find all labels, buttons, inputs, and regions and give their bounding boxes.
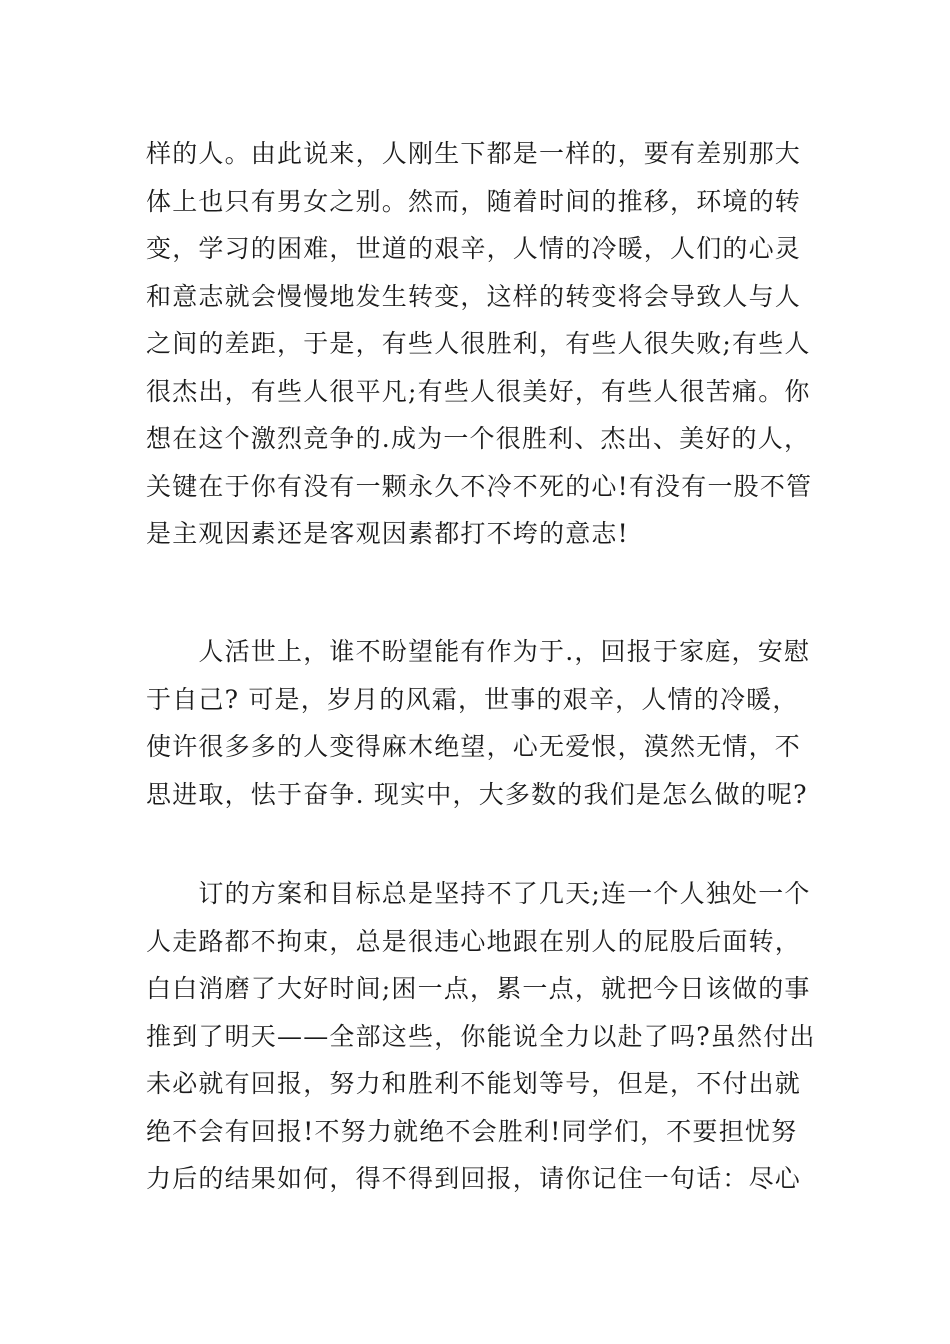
text-line: 人活世上，谁不盼望能有作为于.，回报于家庭，安慰	[146, 637, 811, 666]
text-line: 想在这个激烈竞争的.成为一个很胜利、杰出、美好的人，	[146, 424, 811, 453]
text-line: 之间的差距，于是，有些人很胜利，有些人很失败;有些人	[146, 329, 811, 358]
text-line: 于自己? 可是，岁月的风霜，世事的艰辛，人情的冷暖，	[146, 684, 799, 714]
paragraph-2	[146, 628, 816, 818]
text-line: 样的人。由此说来，人刚生下都是一样的，要有差别那大	[146, 139, 802, 168]
text-line: 人走路都不拘束，总是很违心地跟在别人的屁股后面转，	[146, 926, 802, 956]
text-line: 思进取，怯于奋争. 现实中，大多数的我们是怎么做的呢?	[146, 779, 808, 809]
text-line: 变，学习的困难，世道的艰辛，人情的冷暖，人们的心灵	[146, 234, 802, 263]
paragraph-1	[146, 130, 816, 558]
text-line: 白白消磨了大好时间;困一点，累一点，就把今日该做的事	[146, 974, 811, 1003]
text-line: 力后的结果如何，得不得到回报，请你记住一句话：尽心	[146, 1164, 802, 1193]
text-line: 和意志就会慢慢地发生转变，这样的转变将会导致人与人	[146, 281, 802, 311]
text-line: 使许很多多的人变得麻木绝望，心无爱恨，漠然无情，不	[146, 732, 802, 761]
paragraph-3	[146, 870, 816, 1203]
text-line: 绝不会有回报!不努力就绝不会胜利!同学们，不要担忧努	[146, 1116, 798, 1146]
text-line: 很杰出，有些人很平凡;有些人很美好，有些人很苦痛。你	[146, 376, 811, 406]
text-line: 未必就有回报，努力和胜利不能划等号，但是，不付出就	[146, 1069, 802, 1098]
text-line: 推到了明天——全部这些，你能说全力以赴了吗?虽然付出	[146, 1021, 816, 1051]
text-line: 体上也只有男女之别。然而，随着时间的推移，环境的转	[146, 186, 802, 216]
text-line: 是主观因素还是客观因素都打不垮的意志!	[146, 519, 629, 548]
text-line: 关键在于你有没有一颗永久不冷不死的心!有没有一股不管	[146, 471, 813, 501]
text-line: 订的方案和目标总是坚持不了几天;连一个人独处一个	[146, 879, 811, 908]
